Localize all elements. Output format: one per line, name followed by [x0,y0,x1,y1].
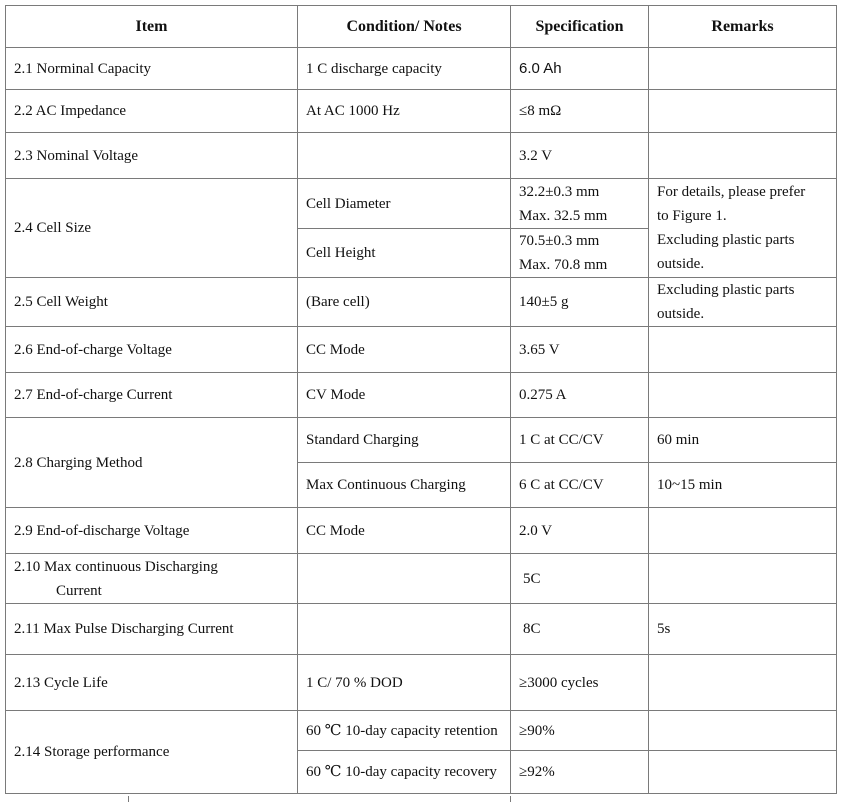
remarks-cell [649,751,837,794]
remarks-cell [649,327,837,373]
remarks-cell: 60 min [649,418,837,463]
condition-cell: CC Mode [298,327,511,373]
condition-cell [298,133,511,179]
spec-cell: 6 C at CC/CV [511,463,649,508]
condition-cell: Max Continuous Charging [298,463,511,508]
table-header-row [6,6,837,48]
table-continuation-line [510,796,511,802]
table-row [6,133,837,179]
item-cell: 2.11 Max Pulse Discharging Current [6,604,298,655]
item-cell: 2.3 Nominal Voltage [6,133,298,179]
item-cell: 2.9 End-of-discharge Voltage [6,508,298,554]
table-row [6,327,837,373]
item-cell: 2.5 Cell Weight [6,278,298,327]
condition-cell: 1 C discharge capacity [298,48,511,90]
spec-cell: ≥3000 cycles [511,655,649,711]
remarks-cell: 10~15 min [649,463,837,508]
item-cell: 2.4 Cell Size [6,179,298,278]
remarks-cell [649,179,837,278]
item-cell: 2.14 Storage performance [6,711,298,794]
condition-cell: Cell Diameter [298,179,511,229]
remarks-cell [649,90,837,133]
spec-cell: ≥90% [511,711,649,751]
spec-cell: 6.0 Ah [511,48,649,90]
condition-cell: Standard Charging [298,418,511,463]
remarks-cell [649,554,837,604]
remarks-line: Excluding plastic parts [657,232,795,248]
spec-cell: ≥92% [511,751,649,794]
spec-cell: ≤8 mΩ [511,90,649,133]
item-cell: 2.7 End-of-charge Current [6,373,298,418]
header-remarks: Remarks [649,6,837,48]
spec-cell [511,229,649,278]
table-row [6,604,837,655]
remarks-cell [649,655,837,711]
condition-cell: Cell Height [298,229,511,278]
spec-line: 32.2±0.3 mm [519,183,600,200]
condition-cell: 1 C/ 70 % DOD [298,655,511,711]
table-continuation-line [128,796,129,802]
remarks-cell: 5s [649,604,837,655]
table-row [6,373,837,418]
table-row [6,655,837,711]
remarks-line: to Figure 1. [657,208,727,224]
spec-line: Max. 70.8 mm [519,257,608,273]
remarks-cell [649,373,837,418]
condition-cell [298,554,511,604]
item-line: 2.10 Max continuous Discharging [14,558,218,575]
header-item: Item [6,6,298,48]
item-cell: 2.2 AC Impedance [6,90,298,133]
item-cell: 2.1 Norminal Capacity [6,48,298,90]
item-cell [6,554,298,604]
condition-cell: (Bare cell) [298,278,511,327]
spec-cell: 8C [511,604,649,655]
table-row [6,418,837,463]
spec-cell: 3.2 V [511,133,649,179]
item-cell: 2.13 Cycle Life [6,655,298,711]
remarks-cell [649,711,837,751]
header-condition: Condition/ Notes [298,6,511,48]
table-row [6,48,837,90]
spec-line: 70.5±0.3 mm [519,233,600,249]
remarks-cell [649,48,837,90]
specification-table [5,5,837,794]
condition-cell: At AC 1000 Hz [298,90,511,133]
spec-line: Max. 32.5 mm [519,207,608,224]
spec-cell: 3.65 V [511,327,649,373]
condition-cell: 60 ℃ 10-day capacity retention [298,711,511,751]
remarks-line: For details, please prefer [657,184,806,200]
spec-cell: 140±5 g [511,278,649,327]
remarks-cell [649,278,837,327]
table-row [6,179,837,229]
condition-cell: CC Mode [298,508,511,554]
header-specification: Specification [511,6,649,48]
item-cell: 2.6 End-of-charge Voltage [6,327,298,373]
spec-cell: 0.275 A [511,373,649,418]
table-row [6,554,837,604]
spec-cell: 2.0 V [511,508,649,554]
remarks-line: outside. [657,256,705,272]
item-cell: 2.8 Charging Method [6,418,298,508]
condition-cell [298,604,511,655]
remarks-line: outside. [657,306,705,322]
condition-cell: 60 ℃ 10-day capacity recovery [298,751,511,794]
table-row [6,711,837,751]
spec-cell [511,179,649,229]
remarks-cell [649,133,837,179]
table-row [6,508,837,554]
condition-cell: CV Mode [298,373,511,418]
spec-cell: 1 C at CC/CV [511,418,649,463]
spec-cell: 5C [511,554,649,604]
remarks-line: Excluding plastic parts [657,282,795,298]
item-line: Current [56,582,102,599]
remarks-cell [649,508,837,554]
table-row [6,278,837,327]
table-row [6,90,837,133]
